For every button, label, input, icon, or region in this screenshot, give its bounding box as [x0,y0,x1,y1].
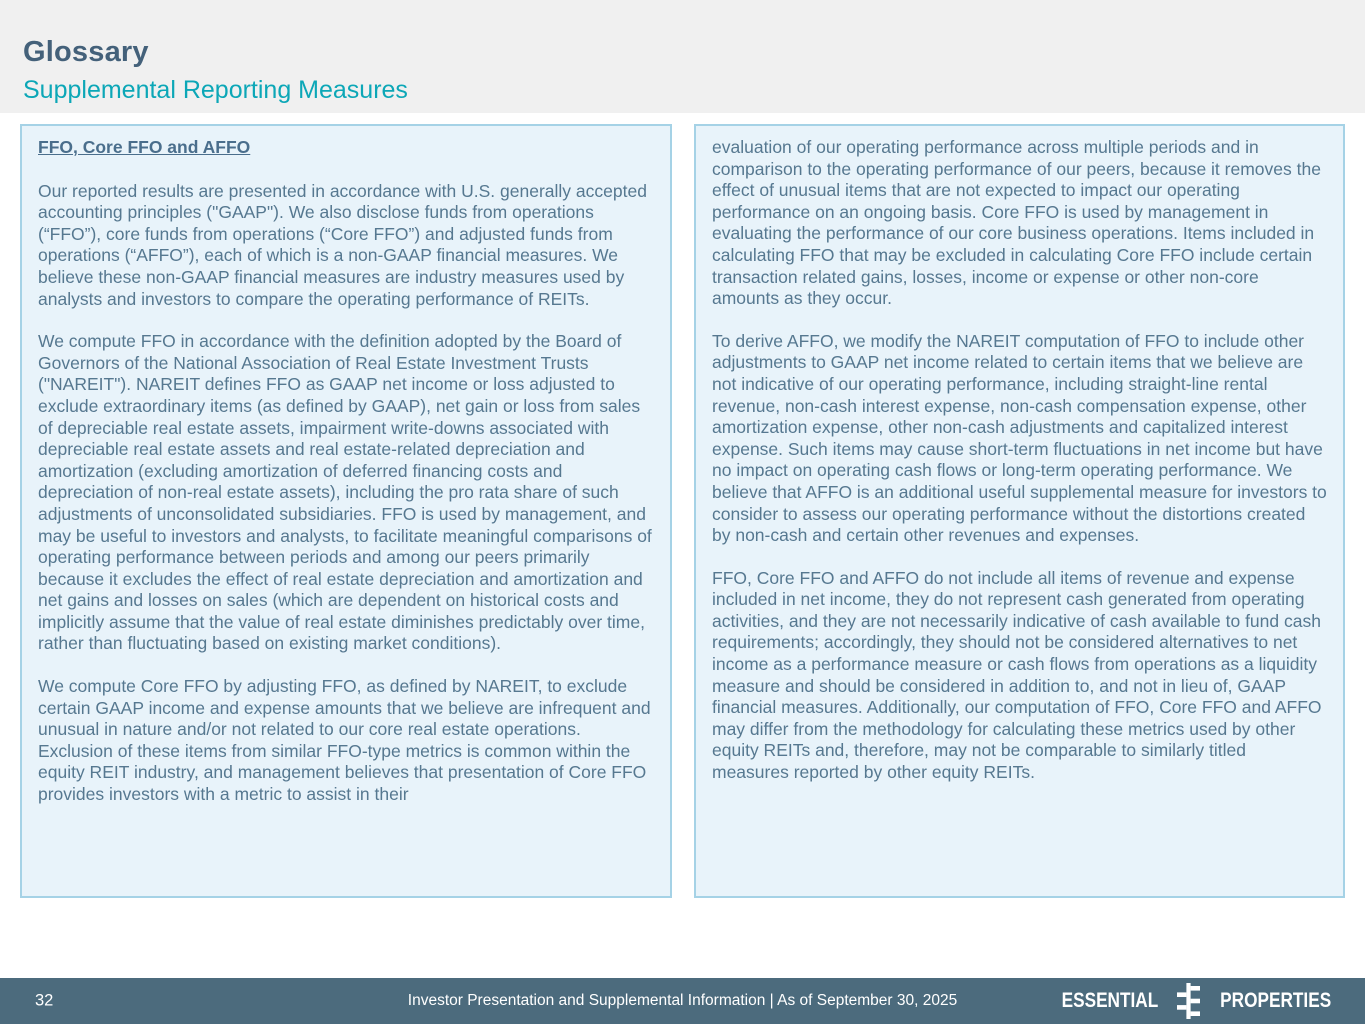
essential-properties-logo-icon [1176,983,1201,1019]
page-number: 32 [35,991,54,1010]
essential-properties-logo [1051,983,1343,1019]
glossary-paragraph: Our reported results are presented in accordance with U.S. generally accepted accounting principles ("GAAP"). We also disclose funds from operations (“FFO”), core funds from operations (“Core FFO”) and adjusted funds from operations (“AFFO”), each of which is a non-GAAP financial measures. We believe these non-GAAP financial measures are industry measures used by analysts and investors to compare the operating performance of REITs. [38,180,647,309]
page-subtitle: Supplemental Reporting Measures [23,76,408,104]
glossary-left-panel [20,124,672,898]
page-title: Glossary [23,36,149,68]
glossary-paragraph: We compute Core FFO by adjusting FFO, as defined by NAREIT, to exclude certain GAAP income and expense amounts that we believe are infrequent and unusual in nature and/or not related to our core real estate operations. Exclusion of these items from similar FFO-type metrics is common within the equity REIT industry, and management believes that presentation of Core FFO provides investors with a metric to assist in their [38,676,651,805]
glossary-paragraph: We compute FFO in accordance with the definition adopted by the Board of Governors of the National Association of Real Estate Investment Trusts ("NAREIT"). NAREIT defines FFO as GAAP net income or loss adjusted to exclude extraordinary items (as defined by GAAP), net gain or loss from sales of depreciable real estate assets, impairment write-downs associated with depreciable real estate assets and real estate-related depreciation and amortization (excluding amortization of deferred financing costs and depreciation of non-real estate assets), including the pro rata share of such adjustments of unconsolidated subsidiaries. FFO is used by management, and may be useful to investors and analysts, to facilitate meaningful comparisons of operating performance between periods and among our peers primarily because it excludes the effect of real estate depreciation and amortization and net gains and losses on sales (which are dependent on historical costs and implicitly assume that the value of real estate diminishes predictably over time, rather than fluctuating based on existing market conditions). [38,331,652,654]
logo-word-essential: ESSENTIAL [1061,989,1159,1012]
slide-header [0,0,1365,113]
glossary-right-panel [694,124,1345,898]
slide-footer [0,978,1365,1024]
footer-caption: Investor Presentation and Supplemental Information | As of September 30, 2025 [407,992,958,1009]
glossary-paragraph: evaluation of our operating performance across multiple periods and in comparison to the operating performance of our peers, because it removes the effect of unusual items that are not expected to impact our operating performance on an ongoing basis. Core FFO is used by management in evaluating the performance of our core business operations. Items included in calculating FFO that may be excluded in calculating Core FFO include certain transaction related gains, losses, income or expense or other non-core amounts as they occur. [712,137,1321,309]
glossary-paragraph: FFO, Core FFO and AFFO do not include all items of revenue and expense included in net income, they do not represent cash generated from operating activities, and they are not necessarily indicative of cash available to fund cash requirements; accordingly, they should not be considered alternatives to net income as a performance measure or cash flows from operations as a liquidity measure and should be considered in addition to, and not in lieu of, GAAP financial measures. Additionally, our computation of FFO, Core FFO and AFFO may differ from the methodology for calculating these metrics used by other equity REITs and, therefore, may not be comparable to similarly titled measures reported by other equity REITs. [712,567,1322,783]
glossary-paragraph: To derive AFFO, we modify the NAREIT computation of FFO to include other adjustments to GAAP net income related to certain items that we believe are not indicative of our operating performance, including straight-line rental revenue, non-cash interest expense, non-cash compensation expense, other amortization expense, other non-cash adjustments and capitalized interest expense. Such items may cause short-term fluctuations in net income but have no impact on operating cash flows or long-term operating performance. We believe that AFFO is an additional useful supplemental measure for investors to consider to assess our operating performance without the distortions created by non-cash and certain other revenues and expenses. [712,330,1327,546]
glossary-term-heading: FFO, Core FFO and AFFO [38,137,251,157]
logo-word-properties: PROPERTIES [1219,989,1331,1012]
